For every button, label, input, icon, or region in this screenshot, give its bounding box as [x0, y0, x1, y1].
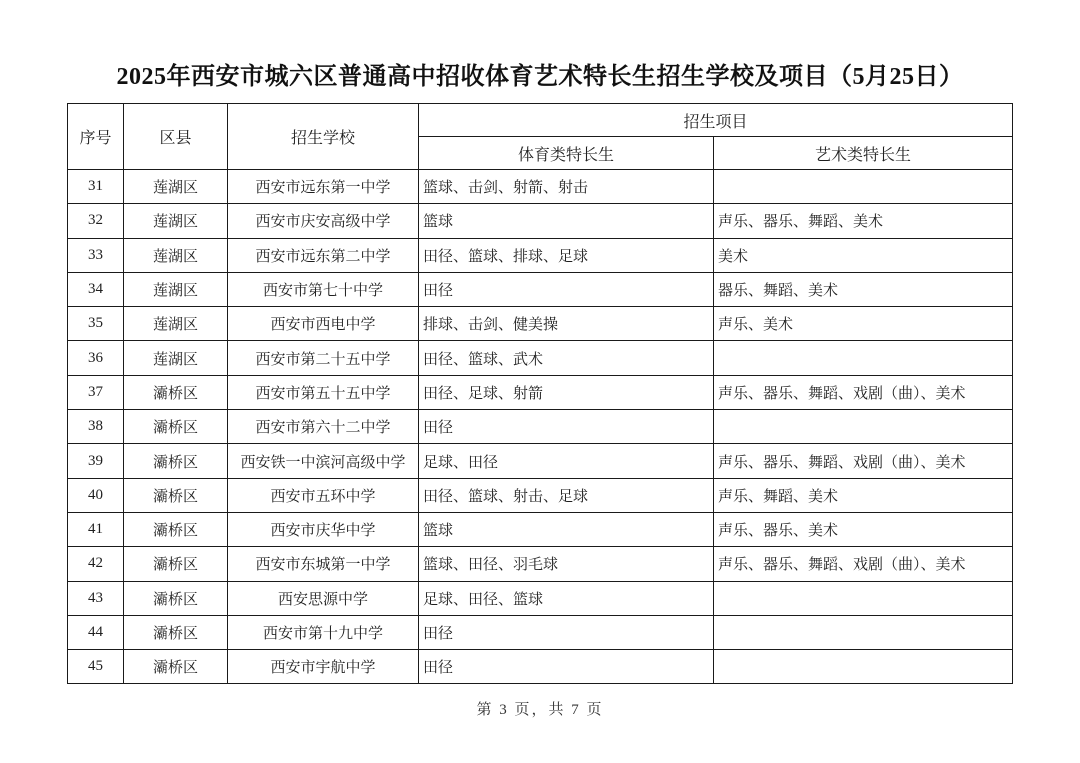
row-district: 灞桥区 [124, 512, 228, 546]
table-body [68, 170, 1013, 684]
row-district: 莲湖区 [124, 272, 228, 306]
header-district: 区县 [124, 104, 228, 170]
row-school: 西安市宇航中学 [228, 650, 419, 684]
row-number: 42 [68, 547, 124, 581]
row-number: 33 [68, 238, 124, 272]
row-district: 灞桥区 [124, 615, 228, 649]
row-school: 西安思源中学 [228, 581, 419, 615]
table-row [68, 272, 1013, 306]
row-arts: 美术 [714, 238, 1013, 272]
row-sports: 田径 [419, 615, 714, 649]
row-arts [714, 650, 1013, 684]
row-district: 灞桥区 [124, 375, 228, 409]
row-school: 西安市庆华中学 [228, 512, 419, 546]
row-arts [714, 615, 1013, 649]
row-sports: 篮球、田径、羽毛球 [419, 547, 714, 581]
row-number: 40 [68, 478, 124, 512]
row-sports: 田径 [419, 650, 714, 684]
table-row [68, 478, 1013, 512]
row-number: 35 [68, 307, 124, 341]
row-sports: 篮球、击剑、射箭、射击 [419, 170, 714, 204]
row-school: 西安市远东第一中学 [228, 170, 419, 204]
row-arts [714, 581, 1013, 615]
row-arts [714, 170, 1013, 204]
page-title: 2025年西安市城六区普通高中招收体育艺术特长生招生学校及项目（5月25日） [116, 64, 964, 90]
table-row [68, 410, 1013, 444]
row-district: 莲湖区 [124, 170, 228, 204]
row-arts: 声乐、器乐、舞蹈、美术 [714, 204, 1013, 238]
row-school: 西安铁一中滨河高级中学 [228, 444, 419, 478]
row-number: 37 [68, 375, 124, 409]
table-row [68, 615, 1013, 649]
row-sports: 足球、田径、篮球 [419, 581, 714, 615]
table-header [68, 104, 1013, 170]
table-row [68, 204, 1013, 238]
row-district: 莲湖区 [124, 341, 228, 375]
row-arts [714, 410, 1013, 444]
header-sports: 体育类特长生 [419, 137, 714, 170]
row-school: 西安市五环中学 [228, 478, 419, 512]
row-sports: 篮球 [419, 204, 714, 238]
row-sports: 足球、田径 [419, 444, 714, 478]
page-number: 第 3 页，共 7 页 [476, 702, 604, 718]
table-row [68, 341, 1013, 375]
row-district: 莲湖区 [124, 307, 228, 341]
row-sports: 田径 [419, 410, 714, 444]
row-sports: 田径、篮球、射击、足球 [419, 478, 714, 512]
header-arts: 艺术类特长生 [714, 137, 1013, 170]
row-sports: 排球、击剑、健美操 [419, 307, 714, 341]
table-row [68, 547, 1013, 581]
row-school: 西安市东城第一中学 [228, 547, 419, 581]
table-row [68, 375, 1013, 409]
row-district: 莲湖区 [124, 238, 228, 272]
row-school: 西安市第七十中学 [228, 272, 419, 306]
row-number: 36 [68, 341, 124, 375]
row-number: 39 [68, 444, 124, 478]
row-arts: 器乐、舞蹈、美术 [714, 272, 1013, 306]
row-district: 灞桥区 [124, 650, 228, 684]
row-arts: 声乐、美术 [714, 307, 1013, 341]
row-school: 西安市庆安高级中学 [228, 204, 419, 238]
row-number: 43 [68, 581, 124, 615]
row-number: 38 [68, 410, 124, 444]
row-arts: 声乐、舞蹈、美术 [714, 478, 1013, 512]
table-row [68, 581, 1013, 615]
table-row [68, 170, 1013, 204]
row-school: 西安市第二十五中学 [228, 341, 419, 375]
row-number: 41 [68, 512, 124, 546]
table-row [68, 444, 1013, 478]
row-school: 西安市第六十二中学 [228, 410, 419, 444]
row-arts: 声乐、器乐、舞蹈、戏剧（曲）、美术 [714, 444, 1013, 478]
header-projects: 招生项目 [419, 104, 1013, 137]
row-district: 灞桥区 [124, 444, 228, 478]
row-sports: 田径、篮球、武术 [419, 341, 714, 375]
header-school: 招生学校 [228, 104, 419, 170]
row-number: 32 [68, 204, 124, 238]
row-school: 西安市西电中学 [228, 307, 419, 341]
enrollment-table [67, 103, 1013, 684]
row-number: 45 [68, 650, 124, 684]
row-district: 灞桥区 [124, 547, 228, 581]
row-sports: 田径、篮球、排球、足球 [419, 238, 714, 272]
row-arts [714, 341, 1013, 375]
row-number: 34 [68, 272, 124, 306]
row-arts: 声乐、器乐、舞蹈、戏剧（曲）、美术 [714, 375, 1013, 409]
row-arts: 声乐、器乐、舞蹈、戏剧（曲）、美术 [714, 547, 1013, 581]
table-row [68, 650, 1013, 684]
row-sports: 田径 [419, 272, 714, 306]
table-row [68, 238, 1013, 272]
row-school: 西安市第十九中学 [228, 615, 419, 649]
row-arts: 声乐、器乐、美术 [714, 512, 1013, 546]
row-district: 灞桥区 [124, 478, 228, 512]
row-number: 31 [68, 170, 124, 204]
table-row [68, 307, 1013, 341]
row-school: 西安市远东第二中学 [228, 238, 419, 272]
row-district: 莲湖区 [124, 204, 228, 238]
row-sports: 篮球 [419, 512, 714, 546]
row-sports: 田径、足球、射箭 [419, 375, 714, 409]
table-row [68, 512, 1013, 546]
row-number: 44 [68, 615, 124, 649]
row-district: 灞桥区 [124, 581, 228, 615]
header-no: 序号 [68, 104, 124, 170]
row-school: 西安市第五十五中学 [228, 375, 419, 409]
row-district: 灞桥区 [124, 410, 228, 444]
